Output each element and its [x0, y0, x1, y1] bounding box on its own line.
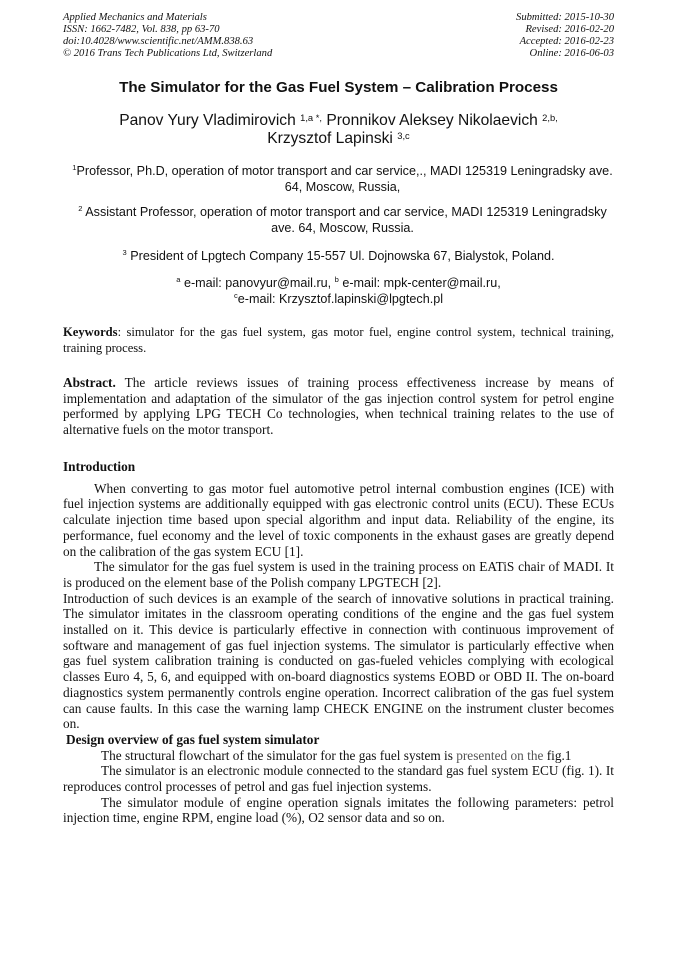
- abstract: [63, 375, 614, 438]
- keywords-label: Keywords: [63, 325, 118, 339]
- aff-text: President of Lpgtech Company 15-557 Ul. Dojnowska 67, Bialystok, Poland.: [130, 249, 555, 263]
- body-text: [63, 459, 614, 826]
- issn: ISSN: 1662-7482, Vol. 838, pp 63-70: [63, 24, 220, 35]
- section-heading: Design overview of gas fuel system simulator: [66, 731, 320, 747]
- email-sup: b: [334, 275, 339, 284]
- aff-text: Professor, Ph.D, operation of motor transport and car service,., MADI 125319 Leningradsky ave. 64, Moscow, Russia,: [76, 164, 613, 194]
- author-sup: 3,c: [397, 131, 410, 141]
- paragraph: The simulator is an electronic module connected to the standard gas fuel system ECU (fig. 1). It reproduces control processes of petrol and gas fuel injection systems.: [63, 763, 614, 795]
- submitted-date: Submitted: 2015-10-30: [516, 12, 614, 23]
- text: presented on the: [456, 747, 544, 763]
- aff-sup: 1: [72, 163, 77, 172]
- keywords: [63, 324, 614, 356]
- abstract-label: Abstract.: [63, 375, 116, 390]
- author-sup: 2,b,: [542, 113, 558, 123]
- authors: [63, 112, 614, 148]
- journal-name: Applied Mechanics and Materials: [63, 12, 207, 23]
- email-sup: c: [233, 291, 238, 300]
- author-sup: 1,a *,: [300, 113, 322, 123]
- paragraph: The simulator module of engine operation signals imitates the following parameters: petrol injection time, engine RPM, engine load (%), O2 sensor data and so on.: [63, 794, 614, 826]
- accepted-date: Accepted: 2016-02-23: [519, 36, 614, 47]
- email: e-mail: Krzysztof.lapinski@lpgtech.pl: [237, 292, 444, 306]
- email: e-mail: mpk-center@mail.ru,: [342, 276, 501, 290]
- paragraph: The simulator for the gas fuel system is used in the training process on EATiS chair of MADI. It is produced on the element base of the Polish company LPGTECH [2].: [63, 559, 614, 590]
- author: Panov Yury Vladimirovich: [119, 112, 296, 129]
- paragraph: Introduction of such devices is an example of the search of innovative solutions in practical training. The simulator imitates in the classroom operating conditions of the engine and the gas fuel system installed on it. This device is particularly effective in connection with continuous improvement of software and management of gas fuel injection systems. The simulator is particularly effective when gas fuel system calibration training is conducted on gas-fueled vehicles complying with ecological classes Euro 4, 5, 6, and equipped with on-board diagnostics systems EOBD or OBD II. The on-board diagnostics system permanently controls engine operation. Incorrect calibration of the gas fuel system can cause faults. In this case the warning lamp CHECK ENGINE on the instrument cluster becomes on.: [63, 590, 614, 732]
- email-sup: a: [176, 275, 181, 284]
- online-date: Online: 2016-06-03: [529, 48, 614, 59]
- email: e-mail: panovyur@mail.ru,: [183, 276, 332, 290]
- affiliation-2: [70, 204, 615, 236]
- revised-date: Revised: 2016-02-20: [525, 24, 614, 35]
- emails: [63, 275, 614, 307]
- affiliation-3: [63, 248, 614, 264]
- affiliation-1: [70, 163, 615, 195]
- paper-title: The Simulator for the Gas Fuel System – Calibration Process: [119, 79, 558, 96]
- paragraph: [63, 748, 614, 764]
- copyright: © 2016 Trans Tech Publications Ltd, Switzerland: [63, 48, 273, 59]
- text: The structural flowchart of the simulator for the gas fuel system is: [101, 747, 457, 763]
- section-heading: Introduction: [63, 459, 136, 474]
- dates: [516, 12, 614, 60]
- paragraph: When converting to gas motor fuel automotive petrol internal combustion engines (ICE) with fuel injection systems are additionally equipped with gas electronic control units (ECU). These ECUs calculate injection time based upon special algorithm and input data. Reliability of the engine, its performance, fuel economy and the level of toxic components in the exhaust gases are greatly depend on the calibration of the gas system ECU [1].: [63, 480, 614, 559]
- author: Pronnikov Aleksey Nikolaevich: [326, 112, 538, 129]
- aff-text: Assistant Professor, operation of motor transport and car service, MADI 125319 Leningradsky ave. 64, Moscow, Russia.: [85, 205, 607, 235]
- doi: doi:10.4028/www.scientific.net/AMM.838.63: [63, 36, 254, 47]
- text: fig.1: [543, 747, 572, 763]
- keywords-text: : simulator for the gas fuel system, gas motor fuel, engine control system, technical training, training process.: [63, 325, 614, 355]
- journal-info: [63, 12, 272, 60]
- aff-sup: 3: [122, 248, 127, 257]
- author: Krzysztof Lapinski: [267, 130, 393, 147]
- abstract-text: The article reviews issues of training process effectiveness increase by means of implementation and adaptation of the simulator of the gas injection control system for petrol engine performed by applying LPG TECH Co technologies, when technical training relates to the use of alternative fuels on the motor transport.: [63, 375, 614, 438]
- aff-sup: 2: [78, 204, 83, 213]
